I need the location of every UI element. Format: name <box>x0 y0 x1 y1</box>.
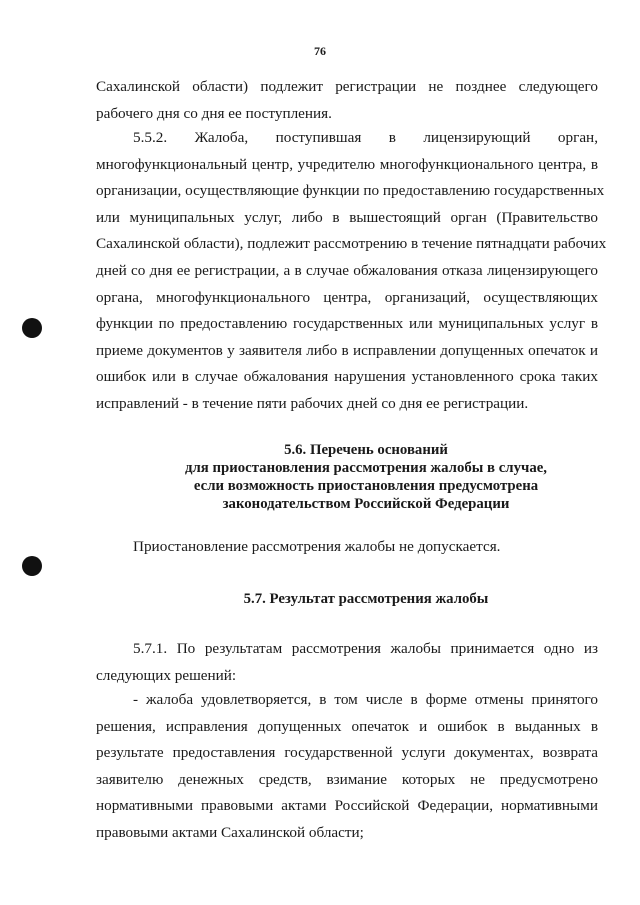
paragraph-5-6 <box>133 534 603 561</box>
paragraph-5-7-1 <box>96 636 598 689</box>
punch-hole-mark <box>22 556 42 576</box>
text-line: Приостановление рассмотрения жалобы не допускается. <box>133 538 501 555</box>
text-line: Сахалинской области), подлежит рассмотрению в течение пятнадцати рабочих <box>96 235 607 253</box>
bullet-item-complaint-satisfied <box>96 687 598 847</box>
text-line: заявителю денежных средств, взимание которых не предусмотрено <box>96 770 598 788</box>
text-line: дней со дня ее регистрации, а в случае обжалования отказа лицензирующего <box>96 261 598 279</box>
text-line: рабочего дня со дня ее поступления. <box>96 104 332 122</box>
text-line: результате предоставления государственной услуги документах, возврата <box>96 744 598 762</box>
text-line: Сахалинской области) подлежит регистрации не позднее следующего <box>96 78 598 95</box>
text-line: организации, осуществляющие функции по предоставлению государственных <box>96 182 605 200</box>
text-line: следующих решений: <box>96 666 237 684</box>
text-line: нормативными правовыми актами Российской Федерации, нормативными <box>96 797 598 815</box>
text-line: - жалоба удовлетворяется, в том числе в форме отмены принятого <box>133 691 598 708</box>
heading-line: если возможность приостановления предусмотрена <box>193 478 539 494</box>
heading-line: 5.6. Перечень оснований <box>284 442 448 458</box>
section-heading-5-7 <box>96 590 636 608</box>
text-line: 5.5.2. Жалоба, поступившая в лицензирующий орган, <box>133 129 598 146</box>
text-line: или муниципальных услуг, либо в вышестоящий орган (Правительство <box>96 208 598 226</box>
text-line: исправлений - в течение пяти рабочих дней со дня ее регистрации. <box>96 394 529 412</box>
text-line: органа, многофункционального центра, организаций, осуществляющих <box>96 288 598 306</box>
text-line: ошибок или в случае обжалования нарушения установленного срока таких <box>96 368 598 386</box>
paragraph-5-5-2 <box>96 125 607 418</box>
text-line: правовыми актами Сахалинской области; <box>96 823 364 841</box>
section-heading-5-6 <box>96 441 636 513</box>
page-number: 76 <box>314 44 326 58</box>
text-line: решения, исправления допущенных опечаток и ошибок в выданных в <box>96 717 598 735</box>
text-line: 5.7.1. По результатам рассмотрения жалобы принимается одно из <box>133 640 598 657</box>
text-line: функции по предоставлению государственных или муниципальных услуг в <box>96 315 598 333</box>
continuation-paragraph <box>96 74 598 127</box>
heading-line: для приостановления рассмотрения жалобы в случае, <box>185 460 547 476</box>
heading-line: законодательством Российской Федерации <box>222 496 510 512</box>
text-line: приеме документов у заявителя либо в исправлении допущенных опечаток и <box>96 341 598 359</box>
heading-line: 5.7. Результат рассмотрения жалобы <box>243 591 489 607</box>
punch-hole-mark <box>22 318 42 338</box>
text-line: многофункциональный центр, учредителю многофункционального центра, в <box>96 155 598 173</box>
